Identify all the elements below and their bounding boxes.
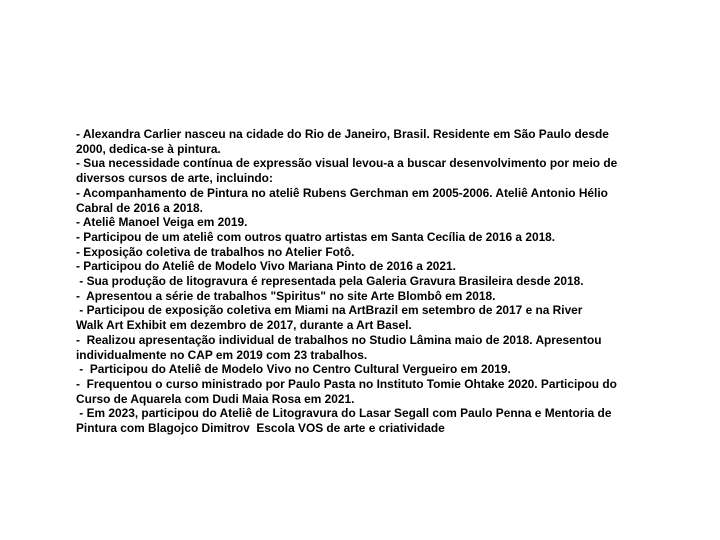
bio-line: - Participou de um ateliê com outros quatro artistas em Santa Cecília de 2016 a 2018. — [76, 229, 556, 244]
bio-line: - Participou do Ateliê de Modelo Vivo Mariana Pinto de 2016 a 2021. — [76, 259, 456, 274]
bio-line: - Exposição coletiva de trabalhos no Atelier Fotô. — [76, 244, 355, 259]
bio-line: individualmente no CAP em 2019 com 23 trabalhos. — [76, 347, 368, 362]
bio-line: - Sua necessidade contínua de expressão visual levou-a a buscar desenvolvimento por meio de — [76, 156, 618, 171]
bio-line: - Participou de exposição coletiva em Miami na ArtBrazil em setembro de 2017 e na River — [76, 303, 583, 318]
bio-line: - Realizou apresentação individual de trabalhos no Studio Lâmina maio de 2018. Apresentou — [76, 332, 602, 347]
bio-line: diversos cursos de arte, incluindo: — [76, 171, 273, 186]
bio-line: - Participou do Ateliê de Modelo Vivo no Centro Cultural Vergueiro em 2019. — [76, 362, 511, 377]
bio-line: - Em 2023, participou do Ateliê de Litogravura do Lasar Segall com Paulo Penna e Mentoria de — [76, 406, 612, 421]
bio-line: - Apresentou a série de trabalhos "Spiritus" no site Arte Blombô em 2018. — [76, 288, 496, 303]
biography-text-block — [76, 127, 636, 436]
bio-line: - Acompanhamento de Pintura no ateliê Rubens Gerchman em 2005-2006. Ateliê Antonio Hélio — [76, 185, 608, 200]
bio-line: 2000, dedica-se à pintura. — [76, 141, 221, 156]
bio-line: Pintura com Blagojco Dimitrov Escola VOS de arte e criatividade — [76, 421, 445, 436]
bio-line: Walk Art Exhibit em dezembro de 2017, durante a Art Basel. — [76, 318, 412, 333]
bio-line: Cabral de 2016 a 2018. — [76, 200, 203, 215]
bio-line: Curso de Aquarela com Dudi Maia Rosa em 2021. — [76, 391, 355, 406]
bio-line: - Ateliê Manoel Veiga em 2019. — [76, 215, 248, 230]
bio-line: - Sua produção de litogravura é representada pela Galeria Gravura Brasileira desde 2018. — [76, 274, 584, 289]
bio-line: - Alexandra Carlier nasceu na cidade do Rio de Janeiro, Brasil. Residente em São Paulo desde — [76, 127, 609, 141]
bio-line: - Frequentou o curso ministrado por Paulo Pasta no Instituto Tomie Ohtake 2020. Participou do — [76, 376, 617, 391]
